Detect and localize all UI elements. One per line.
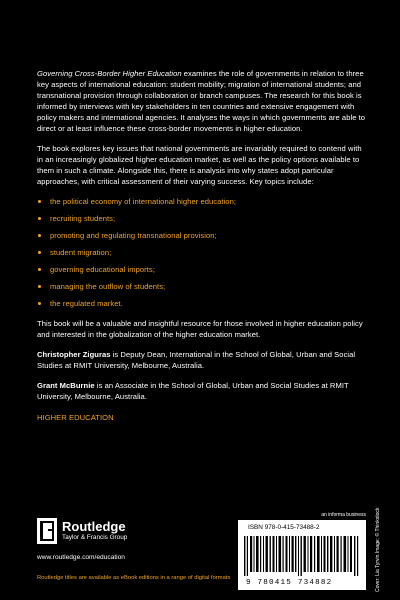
closing-paragraph: This book will be a valuable and insightful resource for those involved in higher education policy and interested in the globalization of the higher education market. [37, 319, 363, 339]
back-cover-text [37, 68, 367, 423]
explore-paragraph: The book explores key issues that national governments are invariably required to contend with in an increasingly globalized higher education market, as well as the policy options available to them in such a climate. Alongside this, there is analysis into why states adopt particular approaches, with critical assessment of their varying success. Key topics include: [37, 144, 362, 186]
intro-text: examines the role of governments in relation to three key aspects of international education: student mobility; migration of international students; and transnational provision through collaboration or branch campuses. The research for this book is informed by interviews with key stakeholders in ten countries and extensive engagement with policy makers and international agencies. It analyses the ways in which governments are able to direct or at least influence these cross-border movements in higher education. [37, 69, 366, 133]
subject-category: HIGHER EDUCATION [37, 413, 114, 422]
publisher-name: Routledge [62, 519, 126, 534]
routledge-logo-icon [37, 518, 57, 544]
key-topics-list [37, 196, 367, 309]
publisher-block [37, 518, 237, 561]
author-name: Christopher Ziguras [37, 350, 111, 359]
ebook-note: Routledge titles are available as eBook editions in a range of digital formats [37, 575, 231, 581]
barcode [238, 520, 366, 590]
topic-item: recruiting students; [37, 213, 367, 224]
topic-item: managing the outflow of students; [37, 281, 367, 292]
author-bio-text: is an Associate in the School of Global, Urban and Social Studies at RMIT University, Melbourne, Australia. [37, 381, 349, 401]
book-title-italic: Governing Cross-Border Higher Education [37, 69, 182, 78]
cover-credit: Cover: Lia Tyrvin Image: © Thinkstock [375, 507, 381, 592]
topic-item: governing educational imports; [37, 264, 367, 275]
isbn-label: ISBN 978-0-415-73488-2 [248, 524, 320, 531]
publisher-url: www.routledge.com/education [37, 554, 125, 561]
author-bio-text: is Deputy Dean, International in the School of Global, Urban and Social Studies at RMIT University, Melbourne, Australia. [37, 350, 356, 370]
topic-item: the political economy of international higher education; [37, 196, 367, 207]
informa-business-label: an informa business [321, 512, 366, 518]
author-name: Grant McBurnie [37, 381, 95, 390]
isbn-digits: 9 780415 734882 [246, 579, 333, 587]
barcode-icon [244, 536, 360, 576]
intro-paragraph [37, 68, 367, 134]
publisher-group: Taylor & Francis Group [62, 534, 128, 541]
topic-item: promoting and regulating transnational provision; [37, 230, 367, 241]
topic-item: student migration; [37, 247, 367, 258]
topic-item: the regulated market. [37, 298, 367, 309]
author-bio [37, 349, 367, 371]
author-bio [37, 380, 367, 402]
